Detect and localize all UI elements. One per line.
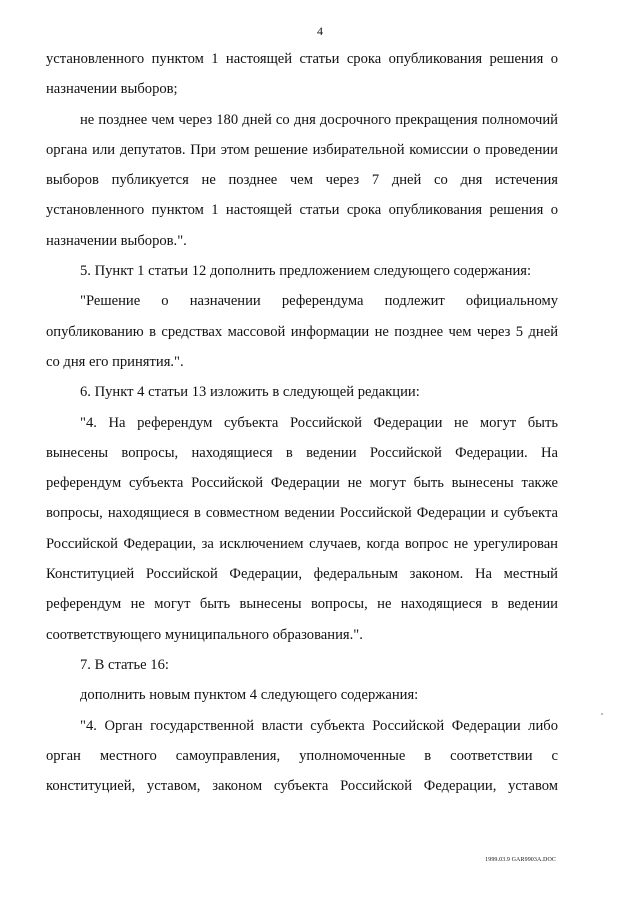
paragraph-2: не позднее чем через 180 дней со дня досрочного прекращения полномочий органа или депутатов. При этом решение избирательной комиссии о проведении выборов публикуется не позднее чем через 7 дней со дня истечения установленного пунктом 1 настоящей статьи срока опубликования решения о назначении выборов.". <box>46 111 558 249</box>
paragraph-9: "4. Орган государственной власти субъекта Российской Федерации либо орган местного самоуправления, уполномоченные в соответствии с конституцией, уставом, законом субъекта Российской Федерации, уставом <box>46 717 558 795</box>
paragraph-4: "Решение о назначении референдума подлежит официальному опубликованию в средствах массовой информации не позднее чем через 5 дней со дня его принятия.". <box>46 293 558 370</box>
page-number: 4 <box>317 24 323 38</box>
paragraph-1: установленного пунктом 1 настоящей статьи срока опубликования решения о назначении выборов; <box>46 51 558 98</box>
paragraph-3: 5. Пункт 1 статьи 12 дополнить предложением следующего содержания: <box>80 263 532 280</box>
paragraph-8: дополнить новым пунктом 4 следующего содержания: <box>80 687 419 704</box>
paragraph-7: 7. В статье 16: <box>80 656 169 673</box>
paragraph-5: 6. Пункт 4 статьи 13 изложить в следующей редакции: <box>80 384 420 401</box>
paragraph-6: "4. На референдум субъекта Российской Федерации не могут быть вынесены вопросы, находящиеся в ведении Российской Федерации. На референдум субъекта Российской Федерации не могут быть вынесены также вопросы, находящиеся в совместном ведении Российской Федерации и субъекта Российской Федерации, за исключением случаев, когда вопрос не урегулирован Конституцией Российской Федерации, федеральным законом. На местный референдум не могут быть вынесены вопросы, не находящиеся в ведении соответствующего муниципального образования.". <box>46 414 558 643</box>
document-body <box>46 44 558 801</box>
footer-file-code: 1999.03.9 GAR9903A.DOC <box>485 857 556 863</box>
scan-speck <box>601 713 603 715</box>
